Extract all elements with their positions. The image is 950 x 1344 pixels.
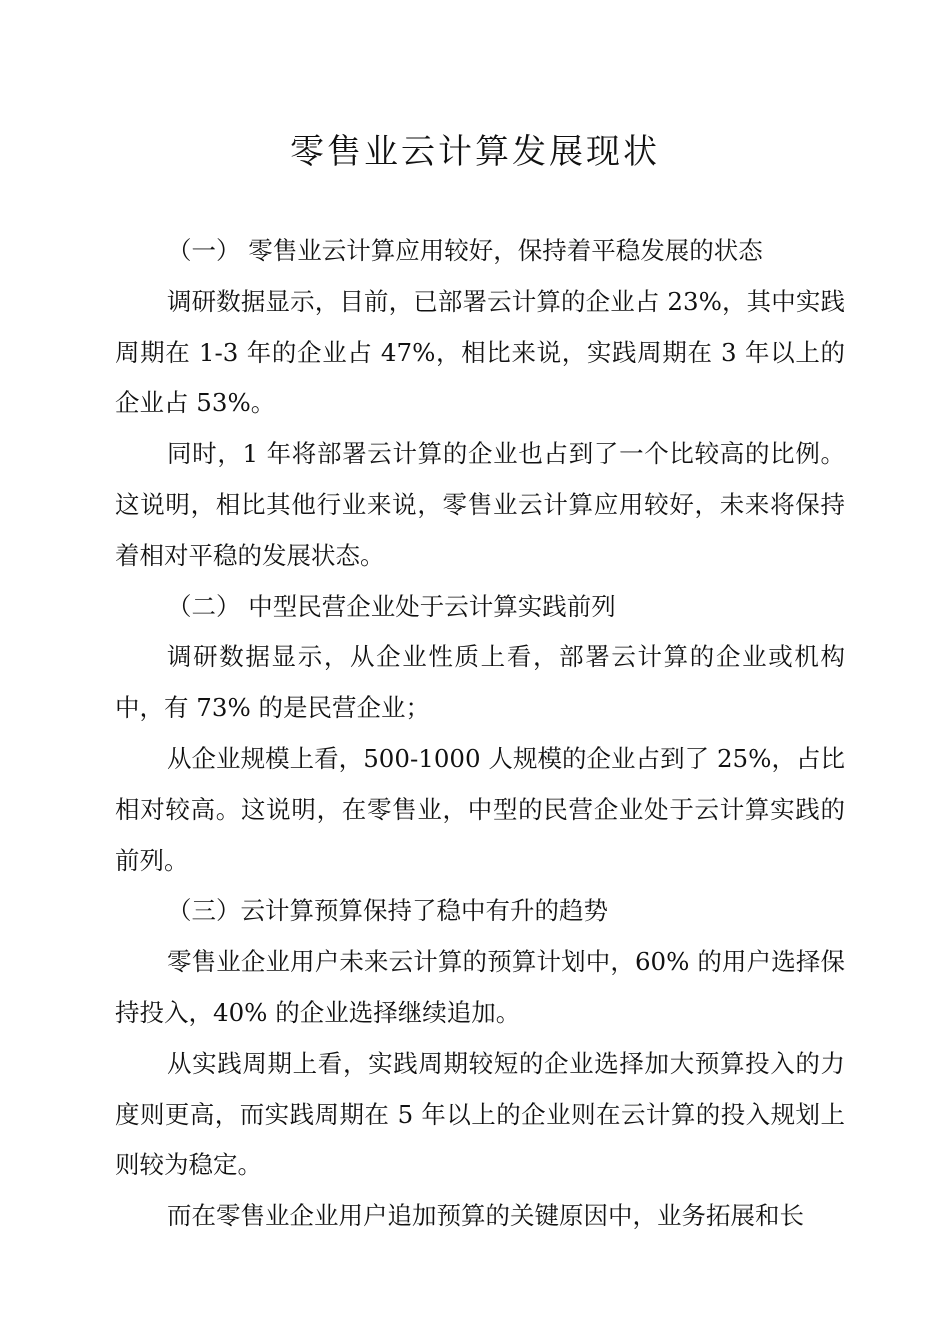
paragraph: 从实践周期上看，实践周期较短的企业选择加大预算投入的力度则更高，而实践周期在 5 年以上的企业则在云计算的投入规划上则较为稳定。 (115, 1048, 845, 1180)
paragraph: 零售业企业用户未来云计算的预算计划中，60% 的用户选择保持投入，40% 的企业选择继续追加。 (115, 947, 845, 1027)
paragraph: 调研数据显示，目前，已部署云计算的企业占 23%，其中实践周期在 1-3 年的企业占 47%，相比来说，实践周期在 3 年以上的企业占 53%。 (115, 286, 845, 418)
document-body (115, 226, 845, 1242)
paragraph: 而在零售业企业用户追加预算的关键原因中，业务拓展和长 (167, 1201, 804, 1231)
paragraph: 同时，1 年将部署云计算的企业也占到了一个比较高的比例。这说明，相比其他行业来说，零售业云计算应用较好，未来将保持着相对平稳的发展状态。 (115, 439, 845, 570)
section-heading-2: （二） 中型民营企业处于云计算实践前列 (167, 591, 616, 621)
paragraph: 调研数据显示，从企业性质上看，部署云计算的企业或机构中，有 73% 的是民营企业； (115, 642, 845, 723)
section-heading-3: （三）云计算预算保持了稳中有升的趋势 (167, 896, 608, 926)
page-title: 零售业云计算发展现状 (290, 132, 660, 172)
paragraph: 从企业规模上看，500-1000 人规模的企业占到了 25%，占比相对较高。这说明，在零售业，中型的民营企业处于云计算实践的前列。 (115, 743, 845, 875)
section-heading-1: （一） 零售业云计算应用较好，保持着平稳发展的状态 (167, 236, 763, 265)
